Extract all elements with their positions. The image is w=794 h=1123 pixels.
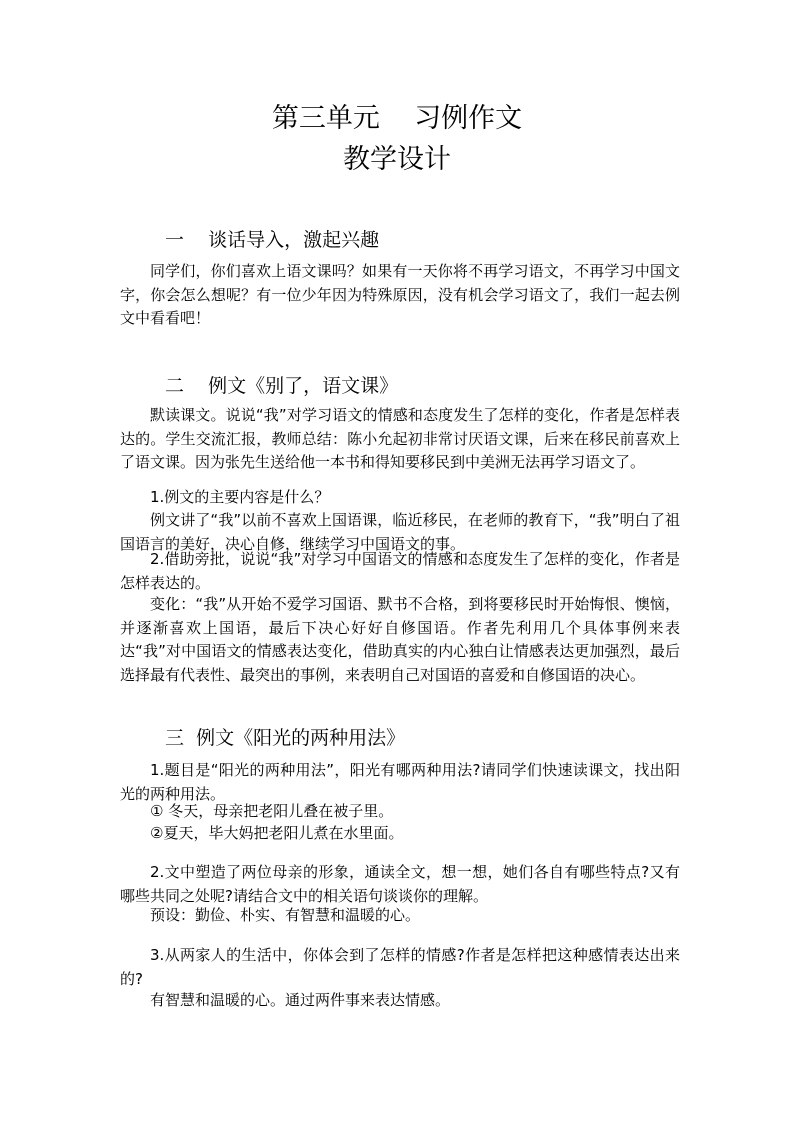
document-title: 第三单元 习例作文 bbox=[271, 103, 523, 134]
section-heading-intro: 一 谈话导入，激起兴趣 bbox=[165, 229, 380, 251]
answer-sunlight-1a: ① 冬天，母亲把老阳儿叠在被子里。 bbox=[150, 802, 394, 820]
question-sunlight-3: 3.从两家人的生活中，你体会到了怎样的情感?作者是怎样把这种感情表达出来的? bbox=[120, 946, 680, 988]
paragraph-reading-task: 默读课文。说说“我”对学习语文的情感和态度发生了怎样的变化，作者是怎样表达的。学生交流汇报，教师总结：陈小允起初非常讨厌语文课，后来在移民前喜欢上了语文课。因为张先生送给他一本书和得知要移民到中美洲无法再学习语文了。 bbox=[120, 406, 680, 471]
question-2: 2.借助旁批，说说“我”对学习中国语文的情感和态度发生了怎样的变化，作者是怎样表达的。 bbox=[120, 550, 680, 592]
question-sunlight-2: 2.文中塑造了两位母亲的形象，通读全文，想一想，她们各自有哪些特点?又有哪些共同之处呢?请结合文中的相关语句谈谈你的理解。 bbox=[120, 863, 680, 905]
answer-1: 例文讲了“我”以前不喜欢上国语课，临近移民，在老师的教育下，“我”明白了祖国语言的美好，决心自修，继续学习中国语文的事。 bbox=[120, 511, 680, 553]
answer-sunlight-1b: ②夏天，毕大妈把老阳儿煮在水里面。 bbox=[150, 824, 404, 842]
answer-sunlight-3: 有智慧和温暖的心。通过两件事来表达情感。 bbox=[150, 991, 451, 1009]
paragraph-intro: 同学们，你们喜欢上语文课吗？如果有一天你将不再学习语文，不再学习中国文字，你会怎么想呢？有一位少年因为特殊原因，没有机会学习语文了，我们一起去例文中看看吧！ bbox=[120, 262, 680, 327]
answer-2: 变化：“我”从开始不爱学习国语、默书不合格，到将要移民时开始悔恨、懊恼，并逐渐喜欢上国语，最后下决心好好自修国语。作者先利用几个具体事例来表达“我”对中国语文的情感表达变化，借助真实的内心独白让情感表达更加强烈，最后选择最有代表性、最突出的事例，来表明自己对国语的喜爱和自修国语的决心。 bbox=[120, 595, 680, 684]
question-1: 1.例文的主要内容是什么？ bbox=[150, 488, 330, 506]
answer-sunlight-2: 预设：勤俭、朴实、有智慧和温暖的心。 bbox=[150, 906, 421, 924]
document-subtitle: 教学设计 bbox=[343, 144, 451, 175]
question-sunlight-1: 1.题目是“阳光的两种用法”，阳光有哪两种用法?请同学们快速读课文，找出阳光的两种用法。 bbox=[120, 761, 680, 803]
section-heading-example-1: 二 例文《别了，语文课》 bbox=[165, 375, 399, 397]
section-heading-example-2: 三 例文《阳光的两种用法》 bbox=[165, 727, 406, 749]
